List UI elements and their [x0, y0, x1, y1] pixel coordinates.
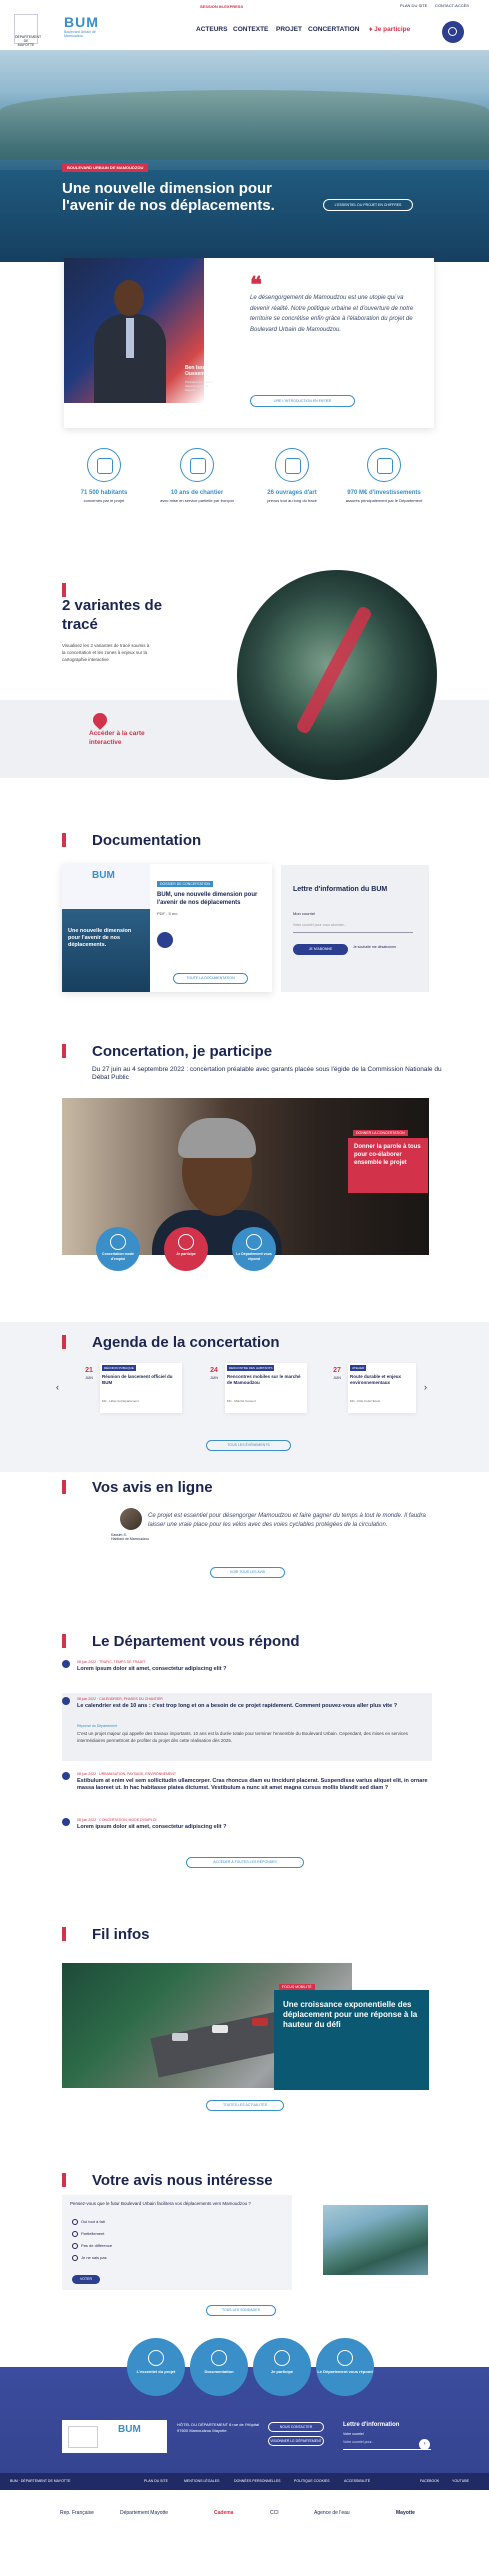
search-button[interactable] [442, 21, 464, 43]
concertation-highlight [348, 1131, 428, 1193]
concertation-title: Concertation, je participe [92, 1043, 273, 1060]
contact-button[interactable]: NOUS CONTACTER [268, 2422, 324, 2432]
department-site-button[interactable]: VISIONNER LE DÉPARTEMENT [268, 2436, 324, 2446]
agenda-next-icon[interactable]: › [424, 1382, 427, 1392]
event-day: 27 [333, 1367, 341, 1374]
download-icon[interactable] [157, 932, 173, 948]
concertation-subtitle: Du 27 juin au 4 septembre 2022 : concertation préalable avec garants placée sous l'égide de la Commission Nationale du Débat Public [92, 1066, 442, 1081]
youtube-link[interactable]: YOUTUBE [452, 2479, 469, 2483]
section-accent [62, 1335, 66, 1349]
legal-link[interactable]: POLITIQUE COOKIES [294, 2479, 330, 2483]
footer-newsletter-submit-icon[interactable]: › [419, 2439, 430, 2450]
question-icon [246, 1234, 262, 1250]
nav-concertation[interactable]: CONCERTATION [308, 26, 360, 33]
footer-documentation-button[interactable] [190, 2338, 248, 2396]
key-figure [62, 448, 146, 504]
event-card[interactable] [210, 1363, 307, 1413]
all-events-button[interactable]: TOUS LES ÉVÉNEMENTS [206, 1440, 291, 1451]
footer-newsletter-title: Lettre d'information [343, 2422, 400, 2428]
concertation-tag: DONNER LA CONCERTATION [353, 1130, 408, 1136]
event-title: Rencontres mobiles sur le marché de Mamoudzou [227, 1374, 301, 1385]
event-month: JUIN [210, 1376, 218, 1380]
faq-bullet [62, 1697, 70, 1705]
footer-address: HÔTEL DU DÉPARTEMENT 8 rue de l'Hôpital 97600 Mamoudzou Mayotte [177, 2422, 259, 2433]
survey-option[interactable]: Partiellement [72, 2231, 104, 2237]
edito-card [64, 258, 434, 428]
section-accent [62, 1927, 66, 1941]
chat-icon: ♦ [369, 26, 375, 33]
newsletter-label: Mon courriel [293, 911, 316, 916]
cover-title: Une nouvelle dimension pour l'avenir de nos déplacements. [68, 928, 132, 948]
quote-icon: ❝ [250, 272, 262, 297]
key-figure-label: concernés par le projet [83, 498, 125, 503]
photo-car [212, 2025, 228, 2033]
guide-label: Concertation mode d'emploi [102, 1252, 134, 1261]
faq-answer-label: Réponse du Département [77, 1724, 118, 1728]
section-accent [62, 833, 66, 847]
concertation-highlight-text: Donner la parole à tous pour co-élaborer ensemble le projet [354, 1144, 421, 1166]
cover-brand: BUM [92, 870, 115, 881]
legal-link[interactable]: PLAN DU SITE [144, 2479, 168, 2483]
news-title: Fil infos [92, 1926, 150, 1943]
footer-action-label: Je participe [270, 2369, 294, 2374]
news-headline: Une croissance exponentielle des déplacement pour une réponse à la hauteur du défi [283, 2000, 418, 2029]
key-figure [342, 448, 426, 504]
hero-banner [0, 50, 489, 262]
survey-title: Votre avis nous intéresse [92, 2172, 273, 2189]
department-answers-label: Le Département vous répond [236, 1252, 272, 1261]
people-icon [87, 448, 121, 482]
participate-icon [274, 2350, 290, 2366]
hero-title: Une nouvelle dimension pour l'avenir de nos déplacements. [62, 180, 275, 214]
facebook-link[interactable]: FACEBOOK [420, 2479, 440, 2483]
legal-link[interactable]: MENTIONS LÉGALES [184, 2479, 220, 2483]
event-title: Réunion de lancement officiel du BUM [102, 1374, 173, 1385]
faq-meta: 08 juin 2022 · CONCERTATION, MODE D'EMPLOI [77, 1818, 157, 1822]
avatar [120, 1508, 142, 1530]
footer-logo[interactable] [62, 2420, 167, 2453]
department-answers-button[interactable] [232, 1227, 276, 1271]
news-highlight[interactable] [274, 1985, 429, 2090]
newsletter-unsubscribe-link[interactable]: Je souhaite me désabonner [353, 945, 397, 949]
partner-logos [0, 2490, 489, 2560]
footer-action-label: Le Département vous répond [317, 2369, 373, 2374]
nav-projet[interactable]: PROJET [276, 26, 303, 33]
nav-participate[interactable]: ♦ Je participe [369, 26, 411, 33]
survey-option[interactable]: Oui tout à fait [72, 2219, 105, 2225]
president-portrait [64, 258, 204, 403]
event-tag: RÉUNION PUBLIQUE [104, 1366, 134, 1370]
participate-button[interactable] [164, 1227, 208, 1271]
agenda-prev-icon[interactable]: ‹ [56, 1382, 59, 1392]
newsletter-title: Lettre d'information du BUM [293, 886, 388, 893]
event-place: MC - Pôle Cultur'Ecole [350, 1399, 381, 1403]
footer-action-label: Documentation [204, 2369, 234, 2374]
survey-question: Pensez-vous que le futur Boulevard Urbain facilitera vos déplacements vers Mamoudzou ? [70, 2201, 251, 2206]
faq-bullet [62, 1818, 70, 1826]
partner-logo[interactable]: Cadema [214, 2510, 234, 2516]
key-figure-value: 10 ans de chantier [170, 490, 224, 496]
route-trace [295, 605, 373, 735]
footer-action-label: L'essentiel du projet [136, 2369, 176, 2374]
portrait-head [114, 280, 144, 316]
faq-question: Lorem ipsum dolor sit amet, consectetur adipiscing elit ? [77, 1666, 227, 1672]
partner-logo[interactable]: Mayotte [396, 2510, 415, 2516]
news-tag: FOCUS MOBILITÉ [279, 1984, 315, 1990]
variants-title: 2 variantes de tracé [62, 597, 163, 633]
road-icon [180, 448, 214, 482]
footer-brand: BUM [118, 2424, 141, 2435]
faq-item[interactable] [62, 1660, 432, 1684]
president-role: Président du Conseil départemental de Mayotte [185, 380, 213, 392]
photo-hair [178, 1118, 256, 1158]
nav-acteurs[interactable]: ACTEURS [196, 26, 228, 33]
faq-item[interactable] [62, 1818, 432, 1838]
document-title: BUM, une nouvelle dimension pour l'avenir de nos déplacements [157, 892, 258, 906]
nav-contexte[interactable]: CONTEXTE [233, 26, 269, 33]
participate-icon [178, 1234, 194, 1250]
faq-meta: 08 juin 2022 · CALENDRIER, PHASES DU CHANTIER [77, 1697, 163, 1701]
section-accent [62, 2173, 66, 2187]
key-figure-label: prévus tout au long du tracé [267, 498, 317, 503]
money-icon [367, 448, 401, 482]
all-surveys-button[interactable]: TOUS LES SONDAGES [206, 2305, 276, 2316]
photo-car [172, 2033, 188, 2041]
president-name: Ben Issa Ousseni [185, 365, 206, 377]
key-figure-value: 970 M€ d'investissements [347, 490, 421, 496]
session-banner: SESSION IN-EXPRESS [200, 4, 244, 9]
info-icon [148, 2350, 164, 2366]
bridge-icon [275, 448, 309, 482]
all-opinions-button[interactable]: VOIR TOUS LES AVIS [210, 1567, 285, 1578]
newsletter-email-input[interactable]: Votre courriel pour vous abonner... [293, 923, 413, 933]
department-answers-title: Le Département vous répond [92, 1633, 300, 1650]
partner-logo[interactable]: CCI [270, 2510, 279, 2516]
legal-bar [0, 2473, 489, 2490]
survey-option[interactable]: Je ne sais pas [72, 2255, 107, 2261]
document-cover [62, 864, 150, 992]
event-title: Route durable et enjeux environnementaux [350, 1374, 402, 1385]
department-logo [68, 2426, 98, 2448]
hero-figures-button[interactable]: L'ESSENTIEL DU PROJET EN CHIFFRES [323, 199, 413, 211]
avis-quote: Ce projet est essentiel pour désengorger Mamoudzou et faire gagner du temps à tout le monde. Il faudra laisser une vraie place pour les vélos avec des voies cyclables protégées de la circulation. [148, 1513, 426, 1528]
participate-label: Je participe [176, 1252, 196, 1256]
event-day: 24 [210, 1367, 218, 1374]
contact-link[interactable]: CONTACT-ACCÈS [435, 3, 469, 8]
faq-bullet [62, 1660, 70, 1668]
key-figure-label: assurés principalement par le Département [345, 498, 423, 503]
section-accent [62, 1044, 66, 1058]
utility-bar [0, 0, 489, 12]
key-figure [250, 448, 334, 504]
faq-question: Lorem ipsum dolor sit amet, consectetur adipiscing elit ? [77, 1824, 227, 1830]
department-logo[interactable]: DÉPARTEMENT DE MAYOTTE [14, 14, 38, 44]
key-figure-value: 26 ouvrages d'art [267, 490, 317, 496]
section-accent [62, 1634, 66, 1648]
key-figure-value: 71 500 habitants [80, 490, 128, 496]
partner-logo[interactable]: Rep. Française [60, 2510, 94, 2516]
section-accent [62, 583, 66, 597]
portrait-tie [126, 318, 134, 358]
map-globe[interactable] [237, 570, 437, 780]
event-place: MC - Hôtel du Département [102, 1399, 139, 1403]
partner-logo[interactable]: Agence de l'eau [314, 2510, 350, 2516]
guide-icon [110, 1234, 126, 1250]
legal-link[interactable]: DONNÉES PERSONNELLES [234, 2479, 281, 2483]
faq-answer: C'est un projet majeur qui appelle des travaux importants. 10 ans est la durée totale pour terminer l'ensemble du Boulevard Urbain. Cependant, des mises en services intermédiaires permettront de profiter du projet dès cette réalisation dès 2025. [77, 1731, 408, 1743]
event-month: JUIN [85, 1376, 93, 1380]
newsletter-box [281, 865, 429, 992]
hero-tag: BOULEVARD URBAIN DE MAMOUDZOU [62, 163, 148, 172]
event-month: JUIN [333, 1376, 341, 1380]
footer-answers-button[interactable] [316, 2338, 374, 2396]
footer-essentiel-button[interactable] [127, 2338, 185, 2396]
document-tag: DOSSIER DE CONCERTATION [157, 881, 213, 887]
faq-question: Estibulum at enim vel sem sollicitudin ullamcorper. Cras rhoncus diam eu tincidunt placerat. Suspendisse varius aliquet elit, in ornare massa laoreet ut. In hac habitasse platea dictumst. Vestibulum a nunc sit amet magna cursus mollis blandit sed diam ? [77, 1778, 428, 1791]
footer-newsletter-label: Votre courriel [343, 2432, 364, 2436]
faq-meta: 08 juin 2022 · TRAFIC, TEMPS DE TRAJET [77, 1660, 146, 1664]
interactive-map-link[interactable]: Accéder à la carte interactive [89, 730, 145, 746]
newsletter-subscribe-button[interactable]: JE M'ABONNE [293, 944, 348, 955]
key-figure-label: avec mise en service partielle par tronçon [160, 498, 234, 503]
event-tag: ATELIER [352, 1366, 365, 1370]
faq-meta: 08 juin 2022 · URBANISATION, PAYSAGE, ENVIRONNEMENT [77, 1772, 176, 1776]
survey-option[interactable]: Pas de différence [72, 2243, 112, 2249]
footer-newsletter-input[interactable]: Votre courriel pour... [343, 2440, 431, 2450]
document-meta: PDF - 5 mo [157, 911, 178, 916]
event-card[interactable] [85, 1363, 182, 1413]
avis-title: Vos avis en ligne [92, 1479, 213, 1496]
avis-author: Kassim S. Habitant de Mamoudzou [111, 1533, 150, 1541]
site-map-link[interactable]: PLAN DU SITE [400, 3, 428, 8]
partner-logo[interactable]: Département Mayotte [120, 2510, 169, 2516]
survey-aerial-photo [323, 2205, 428, 2275]
event-place: MC - Marché Couvert [227, 1399, 256, 1403]
guide-button[interactable] [96, 1227, 140, 1271]
agenda-title: Agenda de la concertation [92, 1334, 280, 1351]
edito-read-more[interactable]: LIRE L'INTRODUCTION EN ENTIER [250, 395, 355, 407]
section-accent [62, 1480, 66, 1494]
faq-bullet [62, 1772, 70, 1780]
key-figure [155, 448, 239, 504]
event-day: 21 [85, 1367, 93, 1374]
copyright: BUM · DÉPARTEMENT DE MAYOTTE [10, 2479, 71, 2483]
variants-text: Visualisez les 2 variantes de tracé soumis à la concertation et les zones à enjeux sur la cartographie interactive [62, 643, 150, 662]
question-icon [337, 2350, 353, 2366]
legal-link[interactable]: ACCESSIBILITÉ [344, 2479, 371, 2483]
all-answers-button[interactable]: ACCÉDER À TOUTES LES RÉPONSES [186, 1857, 304, 1868]
event-card[interactable] [333, 1363, 416, 1413]
all-news-button[interactable]: TOUTES LES ACTUALITÉS [206, 2100, 284, 2111]
brand-subtitle: Boulevard Urbain de Mamoudzou [64, 30, 96, 38]
photo-car [252, 2018, 268, 2026]
edito-quote: Le désengorgement de Mamoudzou est une utopie qui va devenir réalité. Notre politique urbaine et d'ouverture de notre territoire se concrétise enfin grâce à l'élaboration du projet de Boulevard Urbain de Mamoudzou. [250, 295, 414, 333]
faq-item[interactable] [62, 1772, 432, 1806]
survey-vote-button[interactable]: VOTER [72, 2275, 100, 2284]
brand-logo[interactable]: BUM [64, 14, 99, 30]
all-documentation-button[interactable]: TOUTE LA DOCUMENTATION [173, 973, 248, 984]
hero-landscape [0, 90, 489, 160]
event-tag: RENCONTRE DES HABITANTS [229, 1366, 273, 1370]
document-icon [211, 2350, 227, 2366]
footer-participate-button[interactable] [253, 2338, 311, 2396]
documentation-title: Documentation [92, 832, 202, 849]
faq-question: Le calendrier est de 10 ans : c'est trop long et on a besoin de ce projet rapidement. Comment pouvez-vous aller plus vite ? [77, 1703, 398, 1709]
survey-card [62, 2195, 292, 2290]
faq-item-open[interactable] [62, 1693, 432, 1761]
